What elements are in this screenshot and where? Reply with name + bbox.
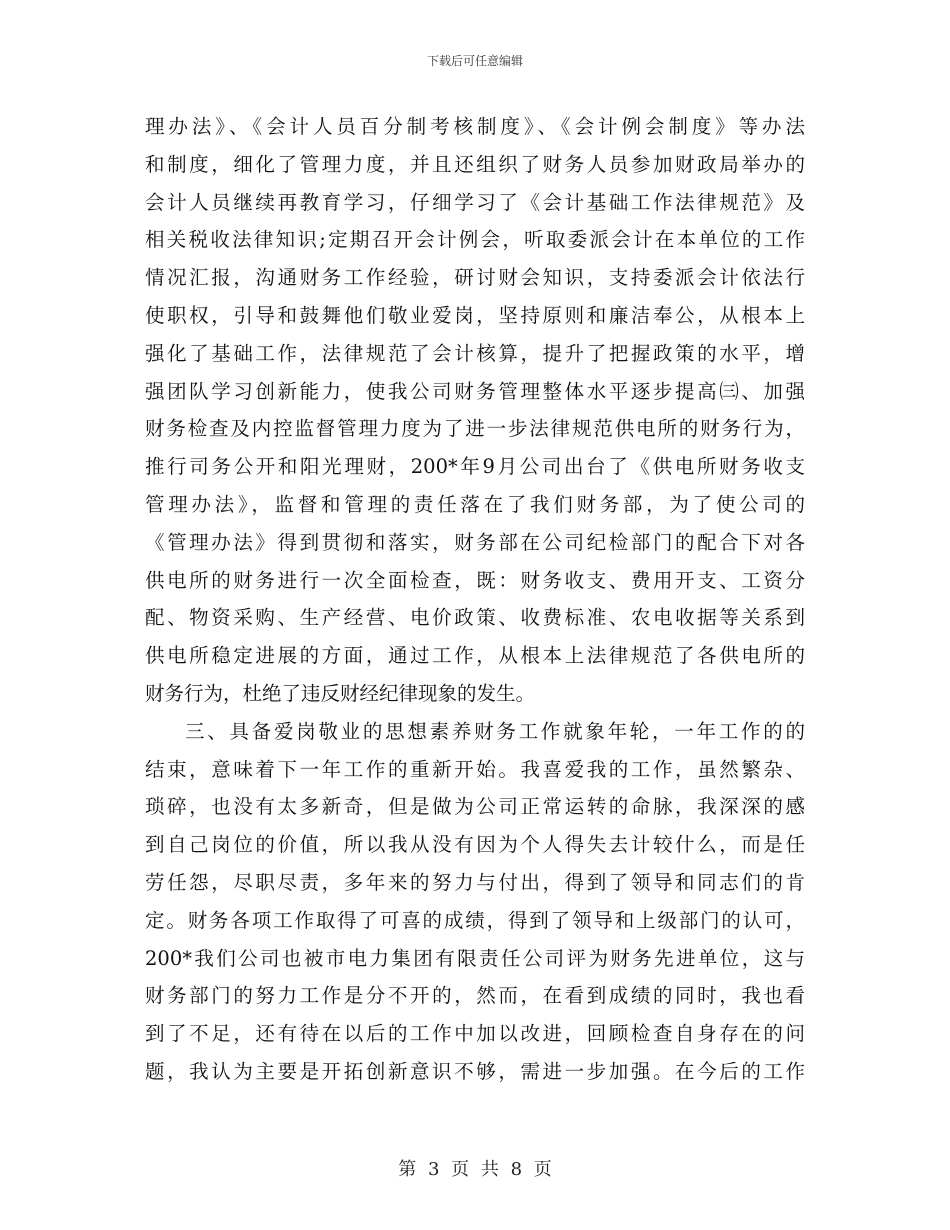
text-line: 财务检查及内控监督管理力度为了进一步法律规范供电所的财务行为， (145, 417, 805, 441)
paragraph-start-line: 三、具备爱岗敬业的思想素养财务工作就象年轮，一年工作的的 (185, 719, 805, 743)
page-number: 第 3 页 共 8 页 (398, 1159, 552, 1180)
text-line: 财务部门的努力工作是分不开的，然而，在看到成绩的同时，我也看 (145, 984, 805, 1008)
text-line: 财务行为，杜绝了违反财经纪律现象的发生。 (145, 681, 536, 705)
text-line: 情况汇报，沟通财务工作经验，研讨财会知识，支持委派会计依法行 (145, 266, 805, 290)
text-line: 到自己岗位的价值，所以我从没有因为个人得失去计较什么，而是任 (145, 833, 805, 857)
text-line: 管理办法》，监督和管理的责任落在了我们财务部，为了使公司的 (145, 492, 805, 516)
text-line: 结束，意味着下一年工作的重新开始。我喜爱我的工作，虽然繁杂、 (145, 757, 805, 781)
text-line: 定。财务各项工作取得了可喜的成绩，得到了领导和上级部门的认可， (145, 908, 805, 932)
text-line: 推行司务公开和阳光理财，200*年9月公司出台了《供电所财务收支 (145, 455, 805, 479)
text-line: 劳任怨，尽职尽责，多年来的努力与付出，得到了领导和同志们的肯 (145, 870, 805, 894)
text-line: 琐碎，也没有太多新奇，但是做为公司正常运转的命脉，我深深的感 (145, 795, 805, 819)
text-line: 供电所稳定进展的方面，通过工作，从根本上法律规范了各供电所的 (145, 644, 805, 668)
text-line: 强化了基础工作，法律规范了会计核算，提升了把握政策的水平，增 (145, 341, 805, 365)
text-line: 会计人员继续再教育学习，仔细学习了《会计基础工作法律规范》及 (145, 190, 805, 214)
text-line: 和制度，细化了管理力度，并且还组织了财务人员参加财政局举办的 (145, 152, 805, 176)
text-line: 题，我认为主要是开拓创新意识不够，需进一步加强。在今后的工作 (145, 1059, 805, 1083)
text-line: 供电所的财务进行一次全面检查，既：财务收支、费用开支、工资分 (145, 568, 805, 592)
page-header: 下载后可任意编辑 (426, 54, 523, 68)
text-line: 强团队学习创新能力，使我公司财务管理整体水平逐步提高㈢、加强 (145, 379, 805, 403)
text-line: 使职权，引导和鼓舞他们敬业爱岗，坚持原则和廉洁奉公，从根本上 (145, 303, 805, 327)
text-line: 《管理办法》得到贯彻和落实，财务部在公司纪检部门的配合下对各 (145, 530, 805, 554)
text-line: 配、物资采购、生产经营、电价政策、收费标准、农电收据等关系到 (145, 606, 805, 630)
text-line: 200*我们公司也被市电力集团有限责任公司评为财务先进单位，这与 (145, 946, 805, 970)
text-line: 相关税收法律知识;定期召开会计例会，听取委派会计在本单位的工作 (145, 228, 805, 252)
text-line: 理办法》、《会计人员百分制考核制度》、《会计例会制度》等办法 (145, 115, 805, 138)
text-line: 到了不足，还有待在以后的工作中加以改进，回顾检查自身存在的问 (145, 1022, 805, 1046)
document-body (145, 108, 805, 1091)
